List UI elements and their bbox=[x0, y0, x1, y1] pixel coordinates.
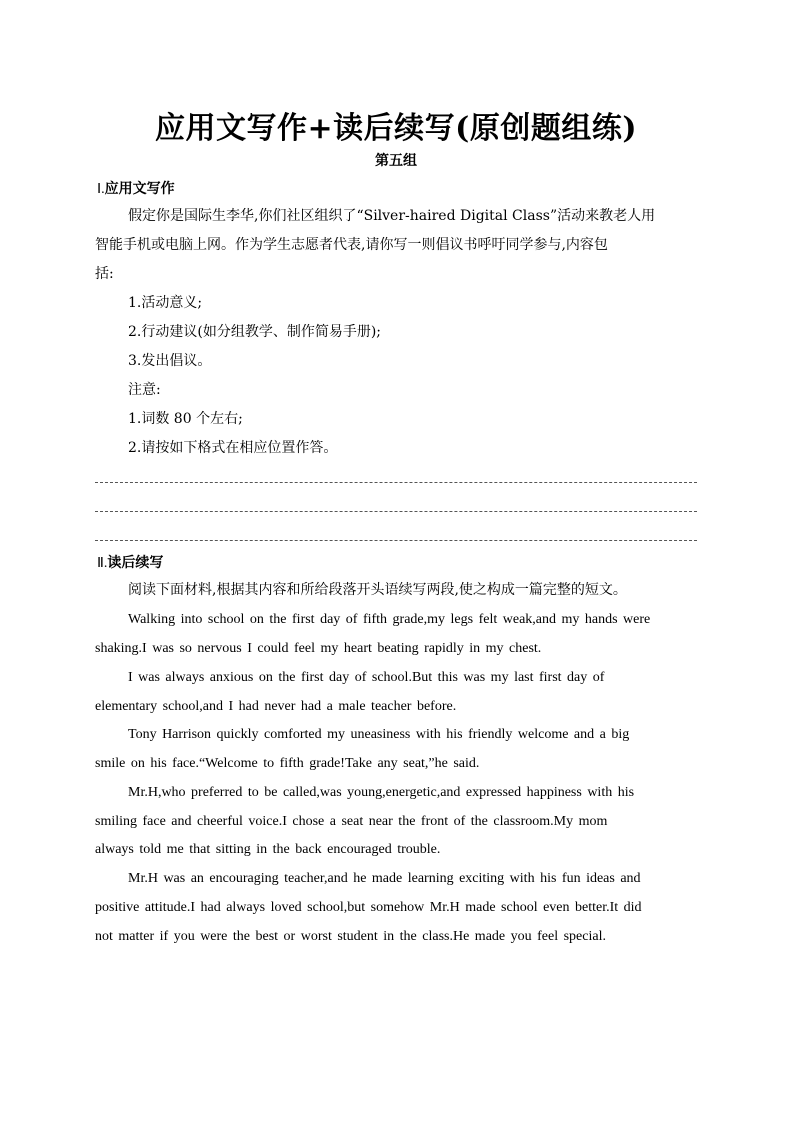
paragraph-line: 智能手机或电脑上网。作为学生志愿者代表,请你写一则倡议书呼吁同学参与,内容包 bbox=[95, 237, 608, 253]
passage-line: Mr.H,who preferred to be called,was young,energetic,and expressed happiness with his bbox=[128, 785, 635, 800]
passage-line: Mr.H was an encouraging teacher,and he made learning exciting with his fun ideas and bbox=[128, 871, 641, 886]
paragraph-line: 假定你是国际生李华,你们社区组织了“Silver-haired Digital Class”活动来教老人用 bbox=[128, 208, 656, 224]
passage-line: positive attitude.I had always loved school,but somehow Mr.H made school even better.It did bbox=[95, 900, 642, 915]
note-label: 注意: bbox=[128, 382, 161, 398]
answer-line[interactable] bbox=[95, 540, 697, 541]
passage-line: smile on his face.“Welcome to fifth grade!Take any seat,”he said. bbox=[95, 756, 480, 771]
section-title: 应用文写作 bbox=[104, 181, 175, 197]
section-heading-writing bbox=[97, 178, 175, 198]
answer-line[interactable] bbox=[95, 482, 697, 483]
passage-line: not matter if you were the best or worst student in the class.He made you feel special. bbox=[95, 929, 606, 944]
section-number: Ⅱ. bbox=[97, 556, 108, 571]
answer-line[interactable] bbox=[95, 511, 697, 512]
passage-line: Tony Harrison quickly comforted my uneasiness with his friendly welcome and a big bbox=[128, 727, 630, 742]
list-item: 3.发出倡议。 bbox=[128, 353, 212, 369]
list-item: 2.行动建议(如分组教学、制作简易手册); bbox=[128, 324, 381, 340]
passage-line: elementary school,and I had never had a male teacher before. bbox=[95, 699, 457, 714]
page-title: 应用文写作+读后续写(原创题组练) bbox=[154, 111, 638, 146]
list-item: 1.活动意义; bbox=[128, 295, 203, 311]
passage-line: shaking.I was so nervous I could feel my heart beating rapidly in my chest. bbox=[95, 641, 542, 656]
list-item: 1.词数 80 个左右; bbox=[128, 411, 243, 427]
passage-line: I was always anxious on the first day of school.But this was my last first day of bbox=[128, 670, 605, 685]
page-subtitle: 第五组 bbox=[375, 153, 417, 169]
passage-line: always told me that sitting in the back encouraged trouble. bbox=[95, 842, 441, 857]
passage-line: smiling face and cheerful voice.I chose a seat near the front of the classroom.My mom bbox=[95, 814, 608, 829]
list-item: 2.请按如下格式在相应位置作答。 bbox=[128, 440, 338, 456]
section-number: Ⅰ. bbox=[97, 182, 105, 197]
section-heading-continuation bbox=[97, 552, 163, 572]
paragraph-line: 括: bbox=[95, 266, 114, 282]
passage-line: Walking into school on the first day of fifth grade,my legs felt weak,and my hands were bbox=[128, 612, 651, 627]
section-title: 读后续写 bbox=[107, 555, 164, 571]
instruction-line: 阅读下面材料,根据其内容和所给段落开头语续写两段,使之构成一篇完整的短文。 bbox=[128, 582, 627, 598]
